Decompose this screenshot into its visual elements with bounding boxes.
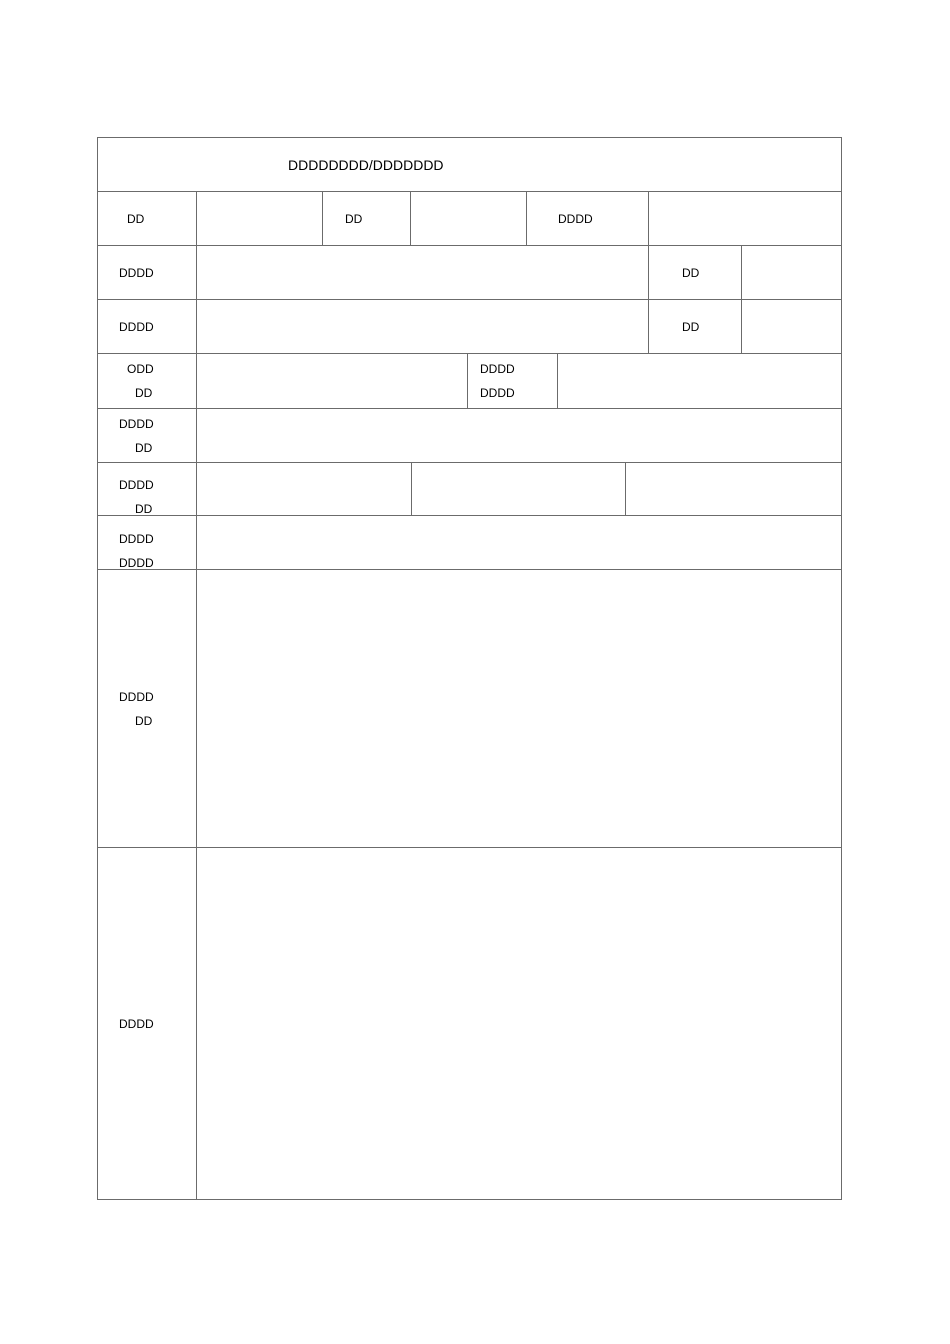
row1-field-c[interactable]	[649, 192, 841, 245]
row1-label-b: DD	[345, 212, 363, 226]
row3-label-right: DD	[682, 320, 700, 334]
row6-label-line2: DD	[135, 502, 153, 516]
form-table	[97, 137, 842, 1200]
row1-field-a[interactable]	[197, 192, 321, 245]
row8-field[interactable]	[197, 570, 841, 847]
row1-label-c: DDDD	[558, 212, 593, 226]
row6-field-b[interactable]	[412, 463, 624, 515]
row4-mid-line1: DDDD	[480, 362, 515, 376]
row7-label-line1: DDDD	[119, 532, 154, 546]
row2-label: DDDD	[119, 266, 154, 280]
row3-label: DDDD	[119, 320, 154, 334]
row8-label-line2: DD	[135, 714, 153, 728]
col-divider	[322, 191, 323, 245]
row5-field[interactable]	[197, 409, 841, 462]
row3-field-right[interactable]	[742, 300, 841, 353]
row4-label-line1: ODD	[127, 362, 154, 376]
row2-field[interactable]	[197, 246, 647, 299]
row1-field-b[interactable]	[411, 192, 525, 245]
row6-field-a[interactable]	[197, 463, 410, 515]
row4-mid-line2: DDDD	[480, 386, 515, 400]
row5-label-line2: DD	[135, 441, 153, 455]
row4-label-line2: DD	[135, 386, 153, 400]
row9-field[interactable]	[197, 848, 841, 1199]
row8-label-line1: DDDD	[119, 690, 154, 704]
row6-field-c[interactable]	[626, 463, 841, 515]
row7-field[interactable]	[197, 516, 841, 569]
form-title: DDDDDDDD/DDDDDDD	[288, 157, 444, 173]
row4-field[interactable]	[197, 354, 466, 408]
row9-label: DDDD	[119, 1017, 154, 1031]
row2-label-right: DD	[682, 266, 700, 280]
row7-label-line2: DDDD	[119, 556, 154, 570]
row3-field[interactable]	[197, 300, 647, 353]
row4-field-right[interactable]	[558, 354, 841, 408]
col-divider	[467, 353, 468, 408]
col-divider	[526, 191, 527, 245]
row2-field-right[interactable]	[742, 246, 841, 299]
row1-label-a: DD	[127, 212, 145, 226]
col-divider	[648, 245, 649, 353]
row6-label-line1: DDDD	[119, 478, 154, 492]
row5-label-line1: DDDD	[119, 417, 154, 431]
